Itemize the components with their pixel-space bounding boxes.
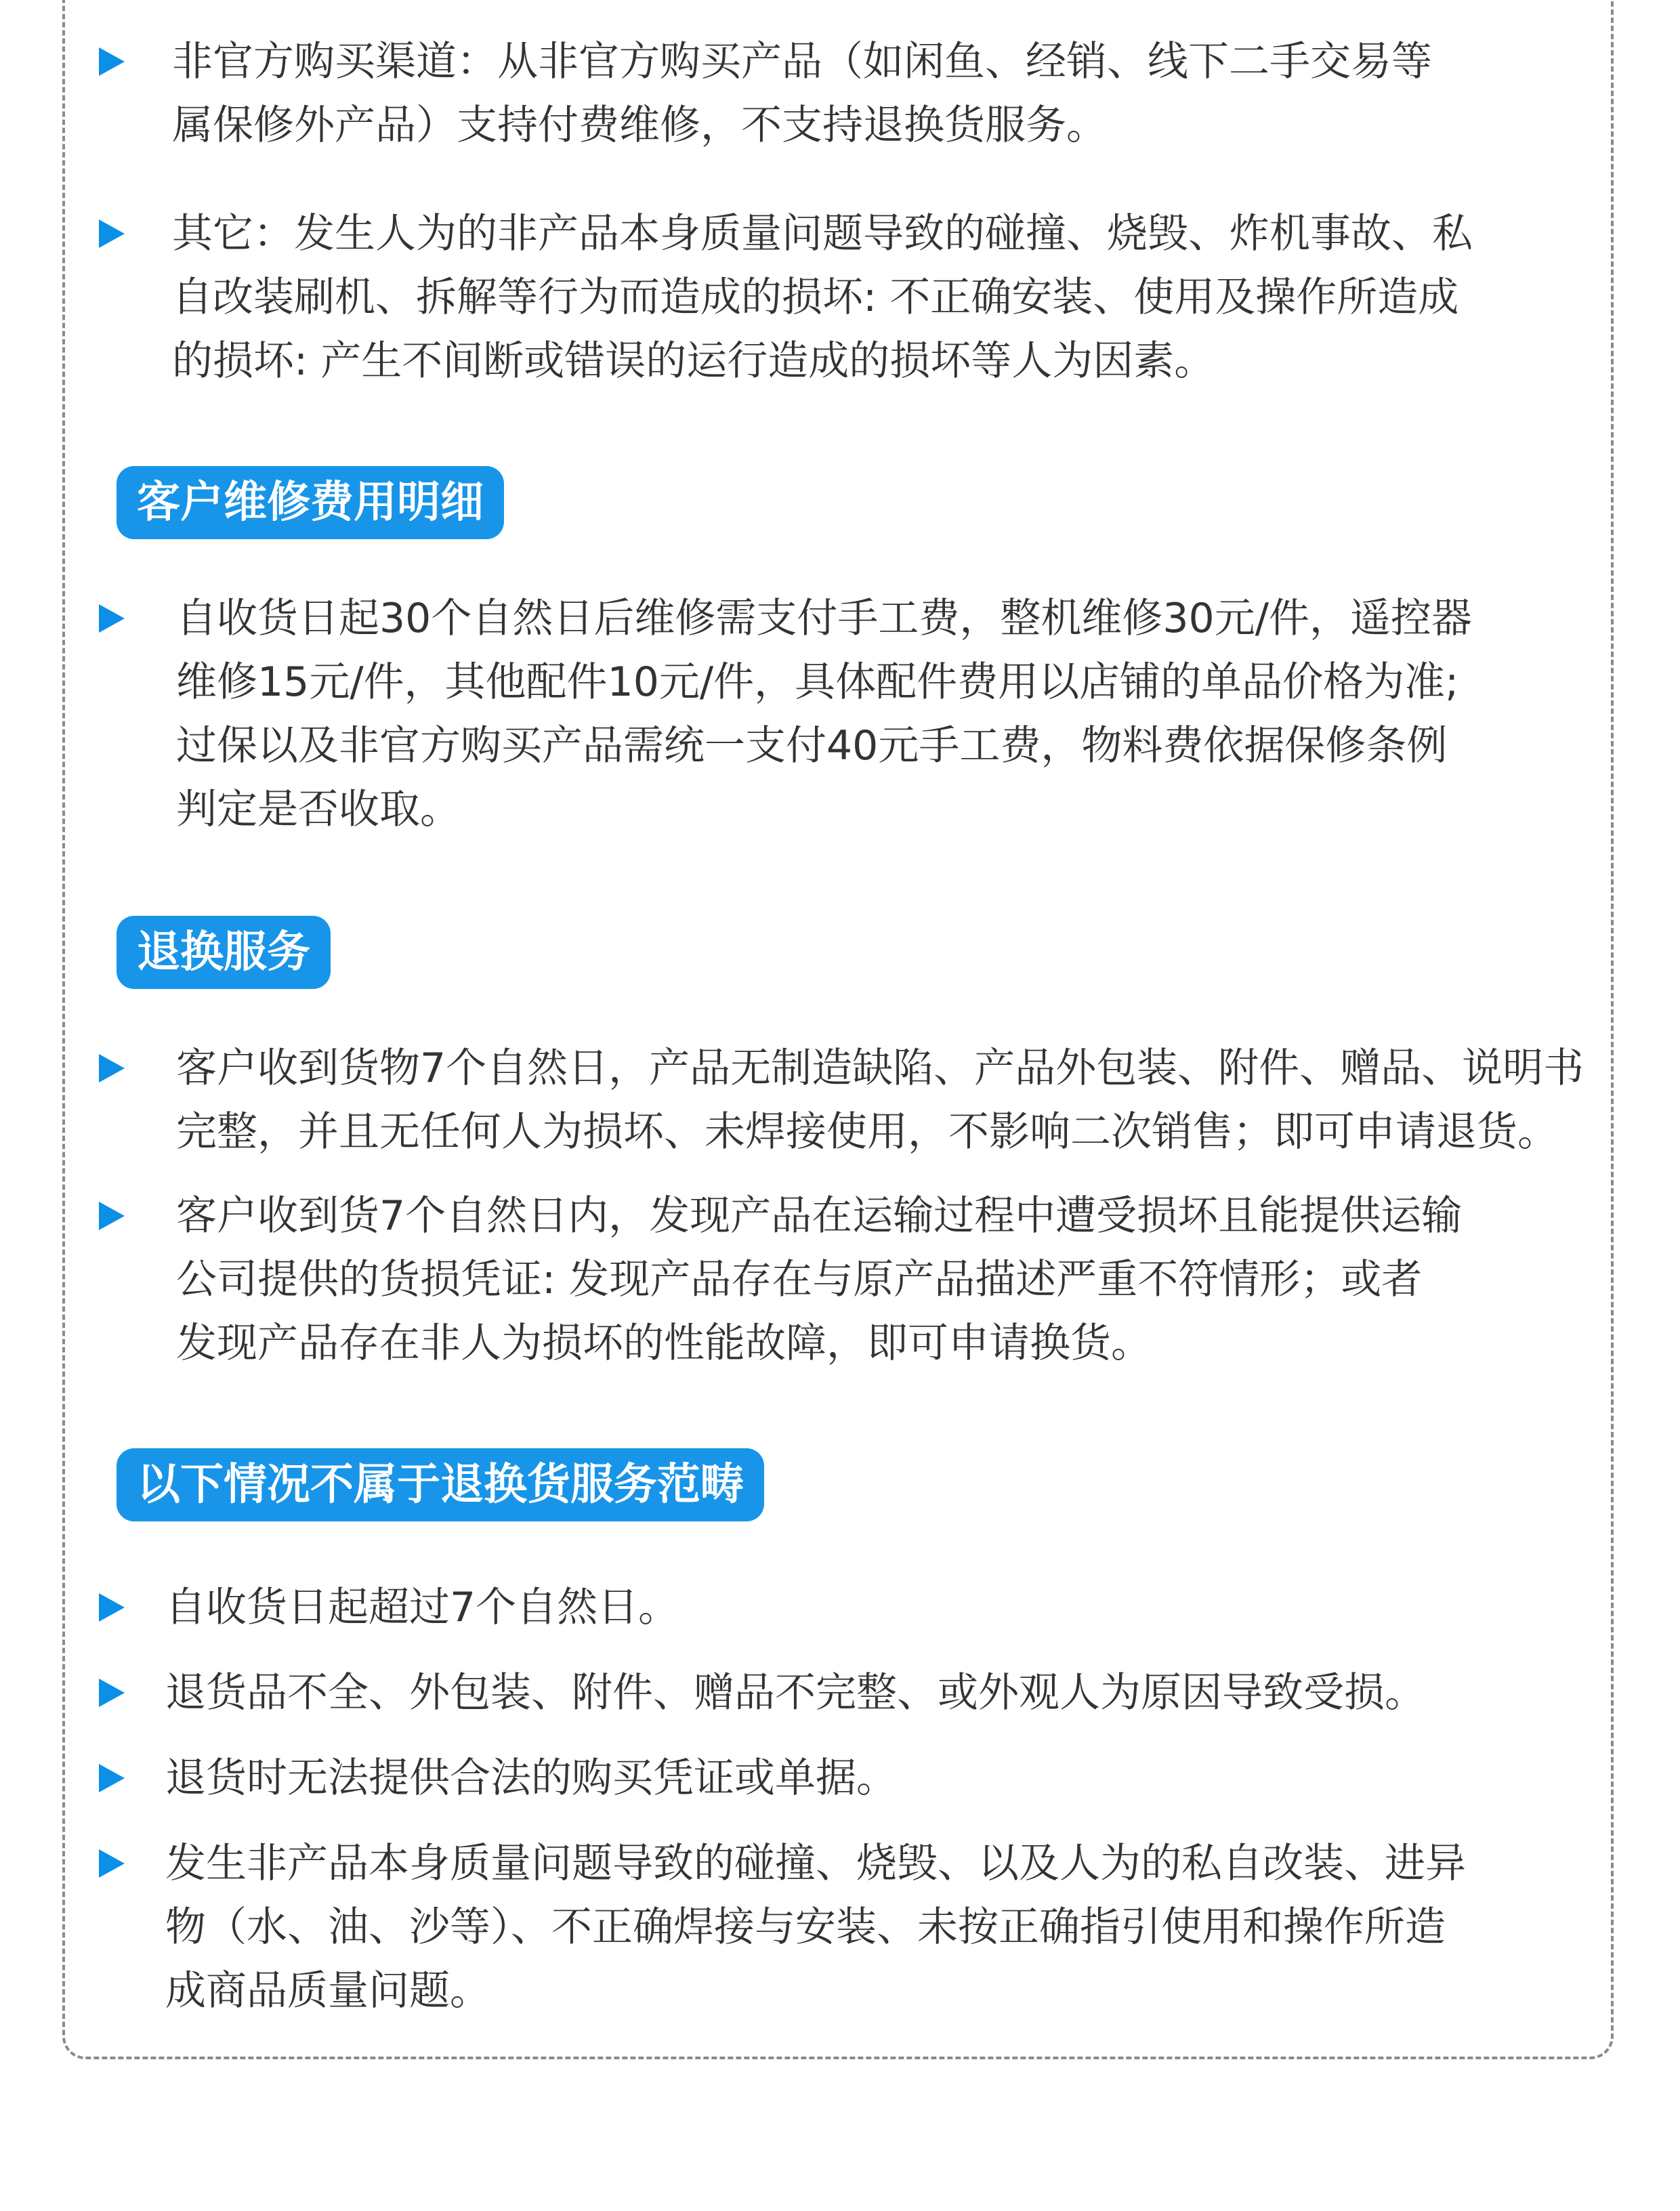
item-line: 发现产品存在非人为损坏的性能故障，即可申请换货。	[176, 1320, 1152, 1367]
triangle-bullet-icon	[99, 1202, 125, 1230]
section-tag-return-service: 退换服务	[117, 916, 331, 989]
item-line: 公司提供的货损凭证: 发现产品存在与原产品描述严重不符情形；或者	[176, 1256, 1423, 1303]
item-line: 的损坏: 产生不间断或错误的运行造成的损坏等人为因素。	[172, 337, 1215, 385]
item-line: 自改装刷机、拆解等行为而造成的损坏: 不正确安装、使用及操作所造成	[172, 274, 1459, 321]
triangle-bullet-icon	[99, 1593, 125, 1622]
triangle-bullet-icon	[99, 1764, 125, 1792]
item-line: 自收货日起超过7个自然日。	[165, 1584, 679, 1631]
item-line: 成商品质量问题。	[165, 1967, 490, 2015]
item-line: 属保修外产品）支持付费维修，不支持退换货服务。	[172, 102, 1107, 149]
section-tag-repair-fees: 客户维修费用明细	[117, 466, 504, 539]
item-line: 判定是否收取。	[176, 786, 461, 833]
item-line: 自收货日起30个自然日后维修需支付手工费，整机维修30元/件，遥控器	[176, 595, 1472, 642]
item-line: 客户收到货物7个自然日，产品无制造缺陷、产品外包装、附件、赠品、说明书	[176, 1045, 1584, 1092]
item-line: 维修15元/件，其他配件10元/件，具体配件费用以店铺的单品价格为准;	[176, 658, 1459, 706]
section-tag-not-covered: 以下情况不属于退换货服务范畴	[117, 1448, 764, 1521]
item-line: 发生非产品本身质量问题导致的碰撞、烧毁、以及人为的私自改装、进异	[165, 1840, 1466, 1887]
triangle-bullet-icon	[99, 219, 125, 248]
triangle-bullet-icon	[99, 1849, 125, 1878]
triangle-bullet-icon	[99, 604, 125, 633]
triangle-bullet-icon	[99, 1054, 125, 1082]
item-line: 其它：发生人为的非产品本身质量问题导致的碰撞、烧毁、炸机事故、私	[172, 210, 1473, 257]
item-line: 非官方购买渠道：从非官方购买产品（如闲鱼、经销、线下二手交易等	[172, 38, 1432, 85]
item-line: 完整，并且无任何人为损坏、未焊接使用，不影响二次销售；即可申请退货。	[176, 1108, 1558, 1156]
triangle-bullet-icon	[99, 47, 125, 76]
item-line: 退货品不全、外包装、附件、赠品不完整、或外观人为原因导致受损。	[165, 1669, 1425, 1717]
triangle-bullet-icon	[99, 1679, 125, 1707]
item-line: 客户收到货7个自然日内，发现产品在运输过程中遭受损坏且能提供运输	[176, 1192, 1463, 1240]
item-line: 退货时无法提供合法的购买凭证或单据。	[165, 1754, 897, 1802]
item-line: 过保以及非官方购买产品需统一支付40元手工费，物料费依据保修条例	[176, 722, 1448, 770]
item-line: 物（水、油、沙等）、不正确焊接与安装、未按正确指引使用和操作所造	[165, 1903, 1446, 1951]
